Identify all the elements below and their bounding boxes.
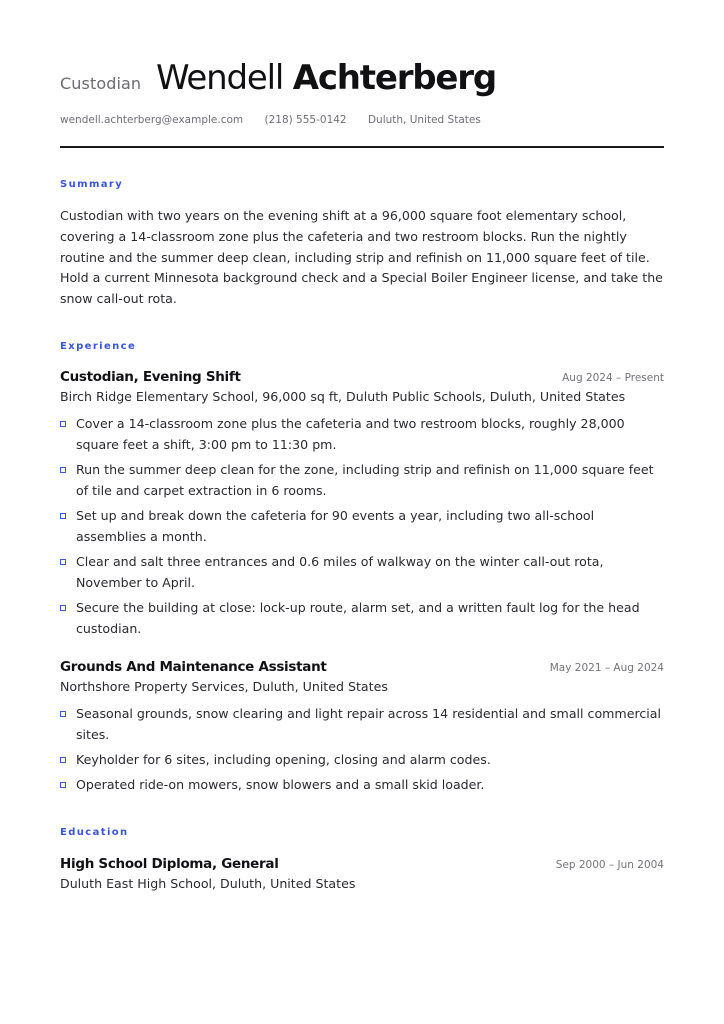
list-item (60, 414, 664, 455)
first-name: Wendell (156, 58, 284, 98)
header-divider (60, 146, 664, 148)
experience-heading: Experience (60, 341, 137, 352)
bullet-square-icon (60, 711, 66, 717)
bullet-text: Run the summer deep clean for the zone, including strip and refinish on 11,000 square feet of tile and carpet extraction in 6 rooms. (76, 461, 654, 498)
degree-title: High School Diploma, General (60, 856, 279, 872)
contact-line (60, 114, 499, 126)
job-dates: Aug 2024 – Present (562, 372, 664, 384)
job-bullets (60, 704, 664, 801)
summary-heading: Summary (60, 179, 124, 190)
job-role: Custodian (60, 74, 142, 93)
bullet-square-icon (60, 782, 66, 788)
job-organization: Birch Ridge Elementary School, 96,000 sq ft, Duluth Public Schools, Duluth, United States (60, 389, 626, 404)
bullet-text: Keyholder for 6 sites, including opening, closing and alarm codes. (76, 751, 491, 767)
bullet-square-icon (60, 467, 66, 473)
bullet-text: Secure the building at close: lock-up route, alarm set, and a written fault log for the head custodian. (76, 599, 640, 636)
list-item (60, 506, 664, 547)
school-name: Duluth East High School, Duluth, United States (60, 876, 356, 891)
list-item (60, 704, 664, 745)
bullet-text: Cover a 14-classroom zone plus the cafeteria and two restroom blocks, roughly 28,000 square feet a shift, 3:00 pm to 11:30 pm. (76, 416, 625, 452)
bullet-square-icon (60, 559, 66, 565)
bullet-text: Seasonal grounds, snow clearing and light repair across 14 residential and small commercial sites. (76, 706, 661, 742)
list-item (60, 775, 664, 796)
contact-email: wendell.achterberg@example.com (60, 114, 244, 126)
bullet-square-icon (60, 513, 66, 519)
contact-phone: (218) 555-0142 (264, 114, 347, 126)
last-name: Achterberg (292, 58, 496, 98)
bullet-square-icon (60, 605, 66, 611)
education-heading: Education (60, 827, 129, 838)
resume-header (60, 56, 664, 100)
job-organization: Northshore Property Services, Duluth, United States (60, 679, 388, 694)
education-dates: Sep 2000 – Jun 2004 (555, 859, 664, 871)
bullet-text: Operated ride-on mowers, snow blowers and a small skid loader. (76, 777, 485, 793)
candidate-name (156, 56, 496, 100)
job-title: Grounds And Maintenance Assistant (60, 659, 327, 675)
list-item (60, 552, 664, 593)
bullet-square-icon (60, 757, 66, 763)
list-item (60, 750, 664, 771)
summary-text: Custodian with two years on the evening shift at a 96,000 square foot elementary school, covering a 14-classroom zone plus the cafeteria and two restroom blocks. Run the nightly routine and the summer deep clean, including strip and refinish on 11,000 square feet of tile. Hold a current Minnesota background check and a Special Boiler Engineer license, and take the snow call-out rota. (60, 208, 663, 307)
list-item (60, 460, 664, 501)
job-bullets (60, 414, 664, 644)
bullet-text: Set up and break down the cafeteria for 90 events a year, including two all-school assemblies a month. (76, 507, 595, 544)
job-dates: May 2021 – Aug 2024 (549, 662, 664, 674)
job-title: Custodian, Evening Shift (60, 369, 241, 385)
contact-location: Duluth, United States (367, 114, 481, 126)
list-item (60, 598, 664, 639)
bullet-square-icon (60, 421, 66, 427)
bullet-text: Clear and salt three entrances and 0.6 miles of walkway on the winter call-out rota, November to April. (76, 553, 604, 590)
